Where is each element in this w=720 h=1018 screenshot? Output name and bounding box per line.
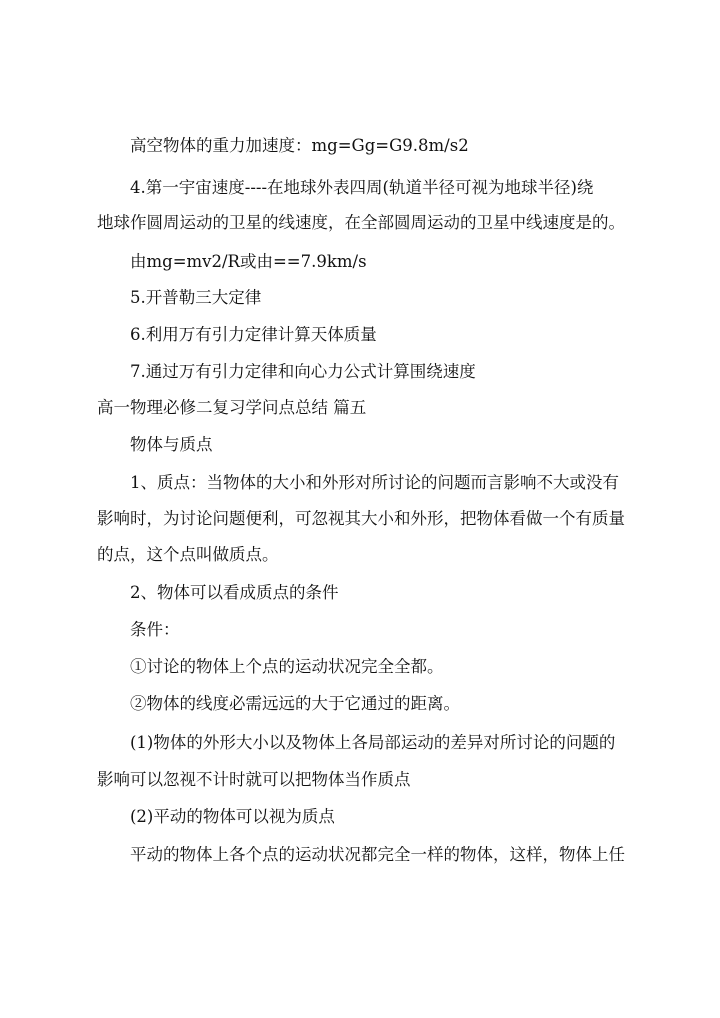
text-line: 条件： bbox=[130, 620, 180, 639]
text-line: 1、质点：当物体的大小和外形对所讨论的问题而言影响不大或没有 bbox=[130, 473, 619, 492]
text-line: 5.开普勒三大定律 bbox=[130, 288, 262, 307]
text-line: (2)平动的物体可以视为质点 bbox=[130, 807, 335, 826]
text-line: 平动的物体上各个点的运动状况都完全一样的物体，这样，物体上任 bbox=[130, 845, 625, 864]
text-line: 4.第一宇宙速度----在地球外表四周(轨道半径可视为地球半径)绕 bbox=[130, 178, 594, 197]
text-line: 影响时，为讨论问题便利，可忽视其大小和外形，把物体看做一个有质量 bbox=[97, 509, 625, 528]
text-line: 物体与质点 bbox=[130, 435, 213, 454]
text-line: ①讨论的物体上个点的运动状况完全全都。 bbox=[130, 657, 444, 676]
text-line: 2、物体可以看成质点的条件 bbox=[130, 583, 339, 602]
text-line: 的点，这个点叫做质点。 bbox=[97, 545, 279, 564]
text-line: (1)物体的外形大小以及物体上各局部运动的差异对所讨论的问题的 bbox=[130, 733, 616, 752]
text-line: 由mg=mv2/R或由==7.9km/s bbox=[130, 252, 367, 271]
text-line: ②物体的线度必需远远的大于它通过的距离。 bbox=[130, 694, 460, 713]
text-line: 高空物体的重力加速度：mg=Gg=G9.8m/s2 bbox=[130, 136, 469, 155]
text-line: 6.利用万有引力定律计算天体质量 bbox=[130, 325, 377, 344]
section-heading: 高一物理必修二复习学问点总结 篇五 bbox=[97, 398, 367, 417]
text-line: 影响可以忽视不计时就可以把物体当作质点 bbox=[97, 770, 411, 789]
text-line: 地球作圆周运动的卫星的线速度，在全部圆周运动的卫星中线速度是的。 bbox=[97, 213, 625, 232]
text-line: 7.通过万有引力定律和向心力公式计算围绕速度 bbox=[130, 362, 476, 381]
